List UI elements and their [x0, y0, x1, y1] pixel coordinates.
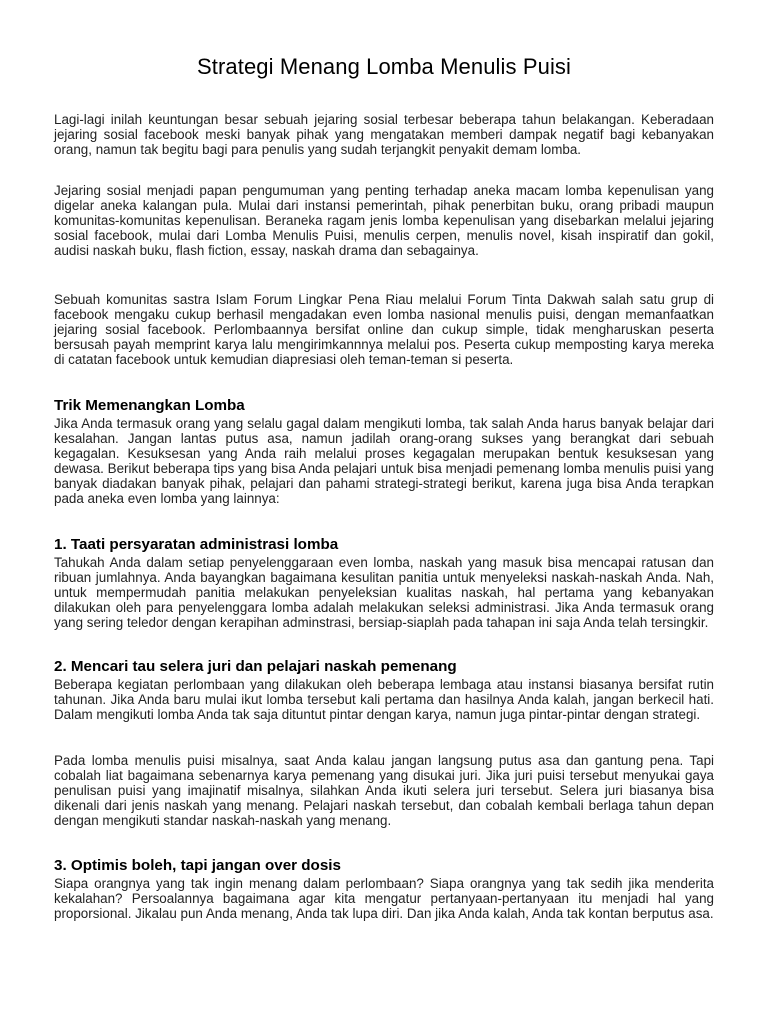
section-mencari-selera-juri-continued	[54, 753, 714, 828]
intro-paragraph-1	[54, 112, 714, 157]
paragraph-text: Jika Anda termasuk orang yang selalu gagal dalam mengikuti lomba, tak salah Anda harus banyak belajar dari kesalahan. Jangan lantas putus asa, namun jadilah orang-orang sukses yang berangkat dari sebuah kegagalan. Kesuksesan yang Anda raih melalui proses kegagalan merupakan bentuk kesuksesan yang dewasa. Berikut beberapa tips yang bisa Anda pelajari untuk bisa menjadi pemenang lomba menulis puisi yang banyak diadakan banyak pihak, pelajari dan pahami strategi-strategi berikut, karena juga bisa Anda terapkan pada aneka even lomba yang lainnya:	[54, 416, 714, 507]
paragraph-text: Lagi-lagi inilah keuntungan besar sebuah jejaring sosial terbesar beberapa tahun belakangan. Keberadaan jejaring sosial facebook meski banyak pihak yang mengatakan memberi dampak negatif bagi kebanyakan orang, namun tak begitu bagi para penulis yang sudah terjangkit penyakit demam lomba.	[54, 112, 714, 158]
section-trik-memenangkan-lomba	[54, 397, 714, 507]
section-heading: Trik Memenangkan Lomba	[54, 397, 245, 414]
paragraph-text: Tahukah Anda dalam setiap penyelenggaraan even lomba, naskah yang masuk bisa mencapai ratusan dan ribuan jumlahnya. Anda bayangkan bagaimana kesulitan panitia untuk menyeleksi naskah-naskah Anda. Nah, untuk mempermudah panitia melakukan penyeleksian kualitas naskah, hal pertama yang kebanyakan dilakukan oleh para penyelenggara lomba adalah melakukan seleksi administrasi. Jika Anda termasuk orang yang sering teledor dengan kerapihan adminstrasi, bersiap-siaplah pada tahapan ini saja Anda telah tersingkir.	[54, 555, 714, 631]
section-heading: 3. Optimis boleh, tapi jangan over dosis	[54, 857, 341, 874]
paragraph-text: Jejaring sosial menjadi papan pengumuman yang penting terhadap aneka macam lomba kepenulisan yang digelar aneka kalangan pula. Mulai dari instansi pemerintah, pihak penerbitan buku, orang pribadi maupun komunitas-komunitas kepenulisan. Beraneka ragam jenis lomba kepenulisan yang disebarkan melalui jejaring sosial facebook, mulai dari Lomba Menulis Puisi, menulis cerpen, menulis novel, kisah inspiratif dan gokil, audisi naskah buku, flash fiction, essay, naskah drama dan sebagainya.	[54, 183, 714, 259]
paragraph-text: Pada lomba menulis puisi misalnya, saat Anda kalau jangan langsung putus asa dan gantung pena. Tapi cobalah liat bagaimana sebenarnya karya pemenang yang disukai juri. Jika juri puisi tersebut menyukai gaya penulisan puisi yang imajinatif misalnya, silahkan Anda ikuti selera juri tersebut. Selera juri biasanya bisa dikenali dari jenis naskah yang menang. Pelajari naskah tersebut, dan cobalah kembali berlaga tahun depan dengan mengikuti standar naskah-naskah yang menang.	[54, 753, 714, 829]
paragraph-text: Sebuah komunitas sastra Islam Forum Lingkar Pena Riau melalui Forum Tinta Dakwah salah satu grup di facebook mengaku cukup berhasil mengadakan even lomba nasional menulis puisi, dengan memanfaatkan jejaring sosial facebook. Perlombaannya bersifat online dan cukup simple, tidak mengharuskan peserta bersusah payah memprint karya lalu mengirimkannnya melalui pos. Peserta cukup memposting karya mereka di catatan facebook untuk kemudian diapresiasi oleh teman-teman si peserta.	[54, 292, 714, 368]
section-taati-persyaratan	[54, 536, 714, 630]
section-heading: 1. Taati persyaratan administrasi lomba	[54, 536, 339, 553]
intro-paragraph-3	[54, 292, 714, 367]
section-heading: 2. Mencari tau selera juri dan pelajari naskah pemenang	[54, 658, 457, 675]
paragraph-text: Siapa orangnya yang tak ingin menang dalam perlombaan? Siapa orangnya yang tak sedih jika menderita kekalahan? Persoalannya bagaimana agar kita mengatur pertanyaan-pertanyaan itu menjadi hal yang proporsional. Jikalau pun Anda menang, Anda tak lupa diri. Dan jika Anda kalah, Anda tak kontan berputus asa.	[54, 876, 714, 922]
intro-paragraph-2	[54, 183, 714, 258]
section-optimis-boleh	[54, 857, 714, 921]
document-title: Strategi Menang Lomba Menulis Puisi	[196, 54, 572, 79]
paragraph-text: Beberapa kegiatan perlombaan yang dilakukan oleh beberapa lembaga atau instansi biasanya bersifat rutin tahunan. Jika Anda baru mulai ikut lomba tersebut kali pertama dan hasilnya Anda kalah, jangan berkecil hati. Dalam mengikuti lomba Anda tak saja dituntut pintar dengan karya, namun juga pintar-pintar dengan strategi.	[54, 677, 714, 723]
section-mencari-selera-juri	[54, 658, 714, 722]
